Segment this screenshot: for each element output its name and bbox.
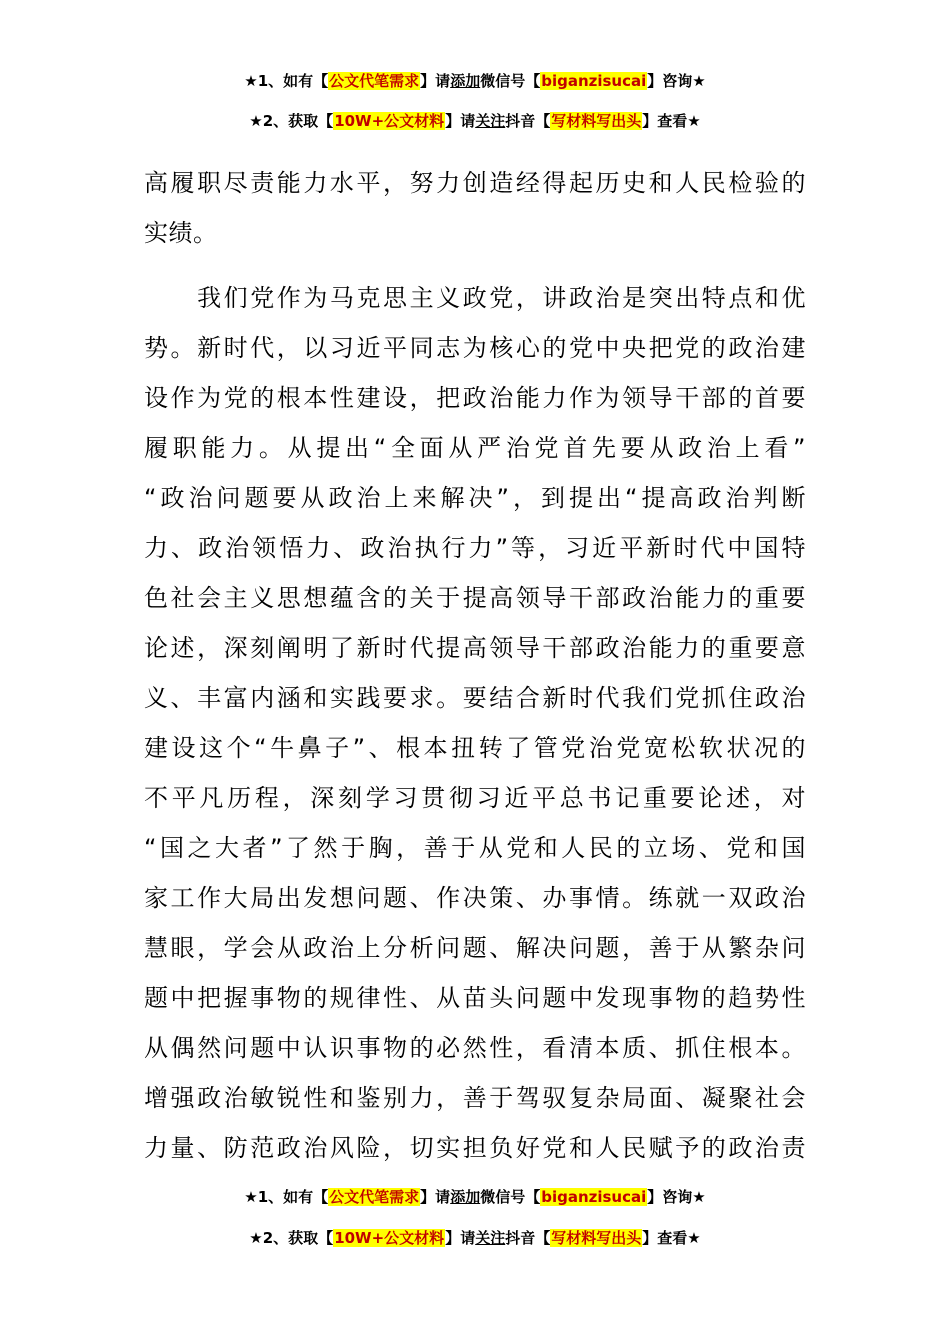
header-notice-line-1: ★1、如有【公文代笔需求】请添加微信号【biganzisucai】咨询★ [244,72,706,90]
footer-notice-line-1: ★1、如有【公文代笔需求】请添加微信号【biganzisucai】咨询★ [244,1188,706,1206]
highlight-wechat-id: biganzisucai [541,1188,647,1206]
text-line: 力量、防范政治风险，切实担负好党和人民赋予的政治责 [144,1134,806,1162]
text-line: 势。新时代，以习近平同志为核心的党中央把党的政治建 [144,334,806,362]
highlight-materials: 10W+公文材料 [334,1229,445,1247]
highlight-service: 公文代笔需求 [329,72,420,90]
text-line: 我们党作为马克思主义政党，讲政治是突出特点和优 [144,284,806,312]
text-line: 不平凡历程，深刻学习贯彻习近平总书记重要论述，对 [144,784,806,812]
text-line: 实绩。 [144,219,218,247]
text-line: 论述，深刻阐明了新时代提高领导干部政治能力的重要意 [144,634,806,662]
text-line: 义、丰富内涵和实践要求。要结合新时代我们党抓住政治 [144,684,806,712]
document-body [144,158,806,1173]
highlight-douyin-account: 写材料写出头 [551,112,642,130]
text-line: 题中把握事物的规律性、从苗头问题中发现事物的趋势性 [144,984,806,1012]
text-line: 高履职尽责能力水平，努力创造经得起历史和人民检验的 [144,169,806,197]
highlight-wechat-id: biganzisucai [541,72,647,90]
highlight-douyin-account: 写材料写出头 [551,1229,642,1247]
text-line: 建设这个“牛鼻子”、根本扭转了管党治党宽松软状况的 [144,734,806,762]
footer-notice-line-2: ★2、获取【10W+公文材料】请关注抖音【写材料写出头】查看★ [249,1229,701,1247]
text-line: 色社会主义思想蕴含的关于提高领导干部政治能力的重要 [144,584,806,612]
text-line: 家工作大局出发想问题、作决策、办事情。练就一双政治 [144,884,806,912]
text-line: 设作为党的根本性建设，把政治能力作为领导干部的首要 [144,384,806,412]
text-line: “政治问题要从政治上来解决”，到提出“提高政治判断 [144,484,806,512]
text-line: 力、政治领悟力、政治执行力”等，习近平新时代中国特 [144,534,806,562]
text-line: 增强政治敏锐性和鉴别力，善于驾驭复杂局面、凝聚社会 [144,1084,806,1112]
header-notice-line-2: ★2、获取【10W+公文材料】请关注抖音【写材料写出头】查看★ [249,112,701,130]
text-line: “国之大者”了然于胸，善于从党和人民的立场、党和国 [144,834,806,862]
text-line: 履职能力。从提出“全面从严治党首先要从政治上看” [144,434,806,462]
highlight-service: 公文代笔需求 [329,1188,420,1206]
paragraph-gap [144,258,806,273]
text-line: 从偶然问题中认识事物的必然性，看清本质、抓住根本。 [144,1034,806,1062]
highlight-materials: 10W+公文材料 [334,112,445,130]
text-line: 慧眼，学会从政治上分析问题、解决问题，善于从繁杂问 [144,934,806,962]
